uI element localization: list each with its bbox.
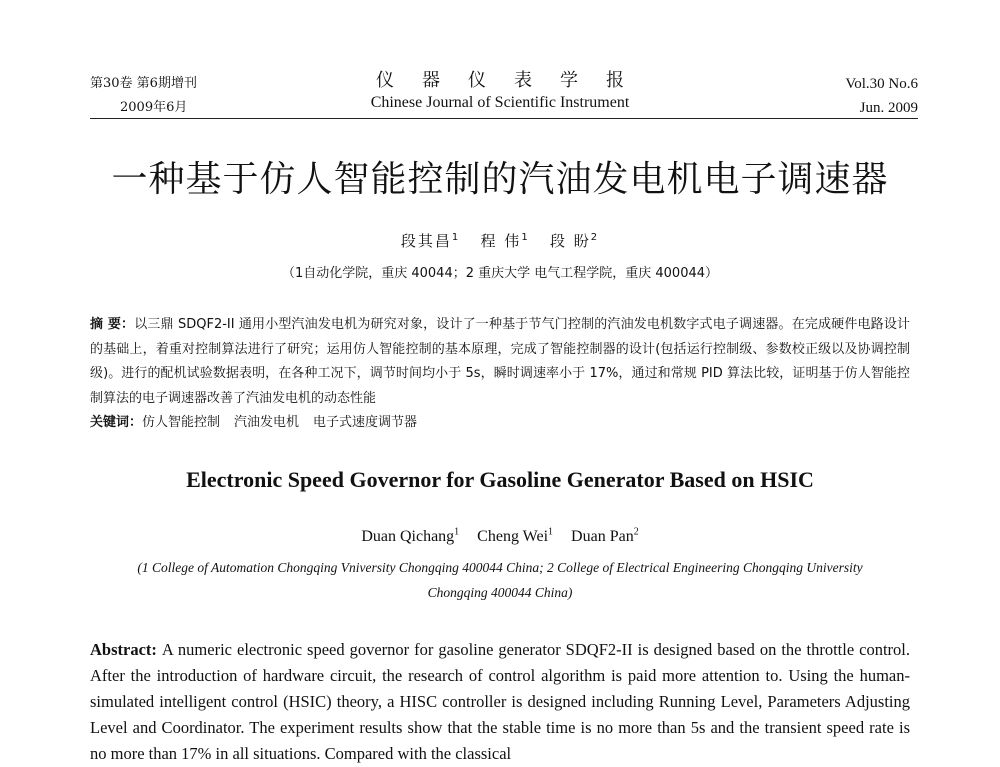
abstract-cn xyxy=(90,313,910,411)
author-affiliation-mark: 1 xyxy=(454,527,460,538)
keywords-label-cn: 关键词： xyxy=(90,415,143,430)
author-name-en: Duan Qichang xyxy=(361,528,455,546)
abstract-en xyxy=(90,637,910,767)
author-name-en: Cheng Wei xyxy=(477,528,549,546)
keyword-item: 汽油发电机 xyxy=(234,415,300,430)
author-name-en: Duan Pan xyxy=(571,528,634,546)
keywords-cn xyxy=(90,411,431,430)
abstract-label-cn: 摘 要： xyxy=(90,317,135,332)
paper-title-en: Electronic Speed Governor for Gasoline Generator Based on HSIC xyxy=(186,467,814,492)
volume-issue-en: Vol.30 No.6 xyxy=(845,76,918,92)
abstract-text-en: A numeric electronic speed governor for gasoline generator SDQF2-II is designed based on the throttle control. After the introduction of hardware circuit, the research of control algorithm is paid more attention to. Using the human-simulated intelligent control (HSIC) theory, a HISC controller is designed including Running Level, Parameters Adjusting Level and Coordinator. The experiment results show that the stable time is no more than 5s and the transient speed rate is no more than 17% in all situations. Compared with the classical xyxy=(90,640,911,763)
journal-name-en: Chinese Journal of Scientific Instrument xyxy=(370,94,630,111)
header-divider xyxy=(90,118,918,119)
author-affiliation-mark: 2 xyxy=(590,232,600,243)
abstract-text-cn: 以三鼎 SDQF2-II 通用小型汽油发电机为研究对象，设计了一种基于节气门控制的汽油发电机数字式电子调速器。在完成硬件电路设计的基础上，着重对控制算法进行了研究；运用仿人智能控制的基本原理，完成了智能控制器的设计(包括运行控制级、参数校正级以及协调控制级)。进行的配机试验数据表明，在各种工况下，调节时间均小于 5s，瞬时调速率小于 17%，通过和常规 PID 算法比较，证明基于仿人智能控制算法的电子调速器改善了汽油发电机的动态性能 xyxy=(90,317,910,406)
author-name-cn: 程 伟 xyxy=(480,232,522,250)
author-affiliation-mark: 1 xyxy=(521,232,530,243)
abstract-label-en: Abstract: xyxy=(90,640,157,659)
authors-cn xyxy=(0,230,1000,251)
keyword-item: 仿人智能控制 xyxy=(142,415,221,430)
keyword-item: 电子式速度调节器 xyxy=(313,415,418,430)
date-en: Jun. 2009 xyxy=(859,100,918,116)
journal-name-cn: 仪器仪表学报 xyxy=(376,70,652,91)
author-affiliation-mark: 1 xyxy=(451,232,461,243)
paper-title-cn: 一种基于仿人智能控制的汽油发电机电子调速器 xyxy=(111,159,889,200)
author-affiliation-mark: 1 xyxy=(548,527,554,538)
affiliation-en: (1 College of Automation Chongqing Vniversity Chongqing 400044 China; 2 College of Electrical Engineering Chongqing University Chongqing 400044 China) xyxy=(137,560,863,600)
header-right xyxy=(845,72,918,120)
author-affiliation-mark: 2 xyxy=(633,527,639,538)
affiliation-cn: （1自动化学院，重庆 40044；2 重庆大学 电气工程学院，重庆 400044） xyxy=(281,266,719,281)
author-name-cn: 段 盼 xyxy=(550,232,591,250)
volume-issue-cn: 第30卷 第6期增刊 xyxy=(90,76,197,91)
author-name-cn: 段其昌 xyxy=(400,232,452,250)
authors-en xyxy=(0,527,1000,546)
date-cn: 2009年6月 xyxy=(120,100,188,115)
